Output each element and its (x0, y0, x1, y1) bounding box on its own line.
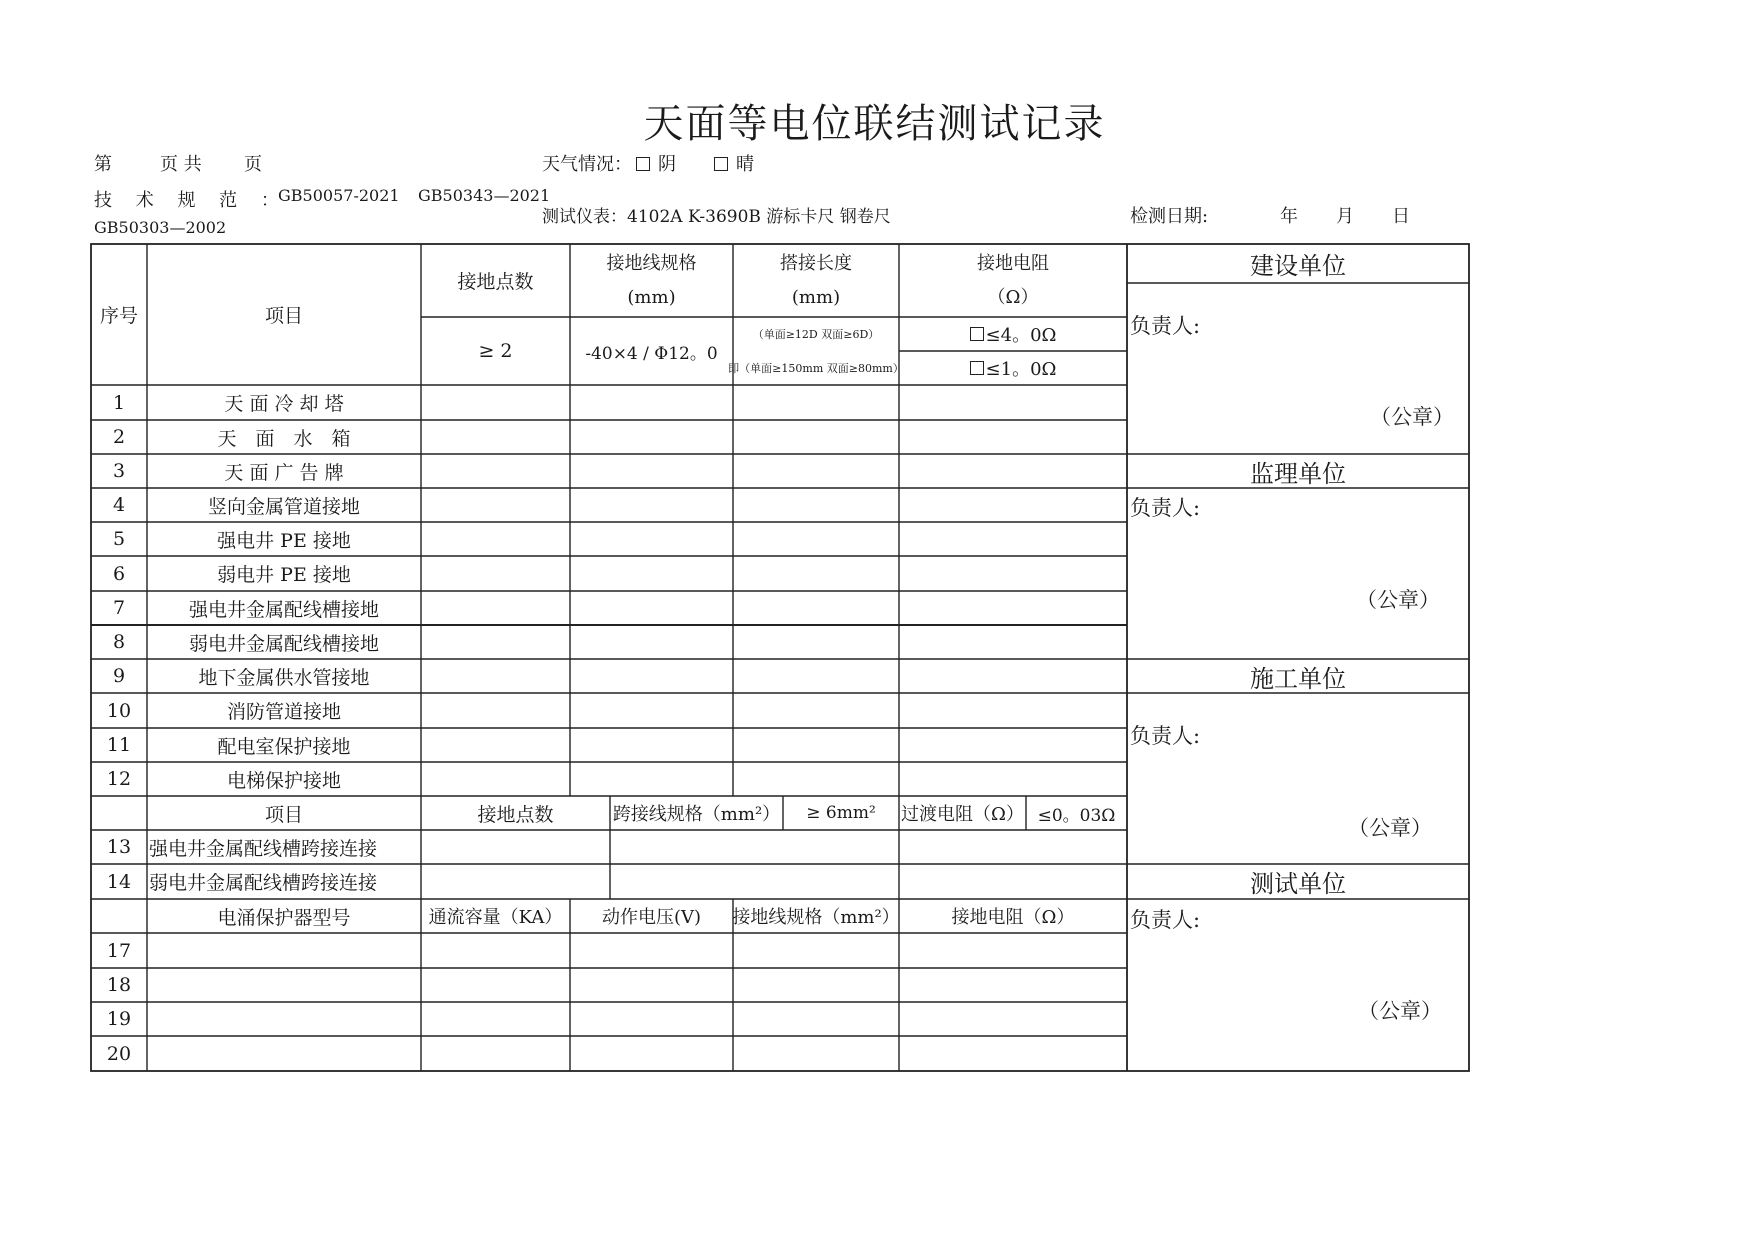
row-no: 17 (106, 939, 132, 962)
row-no: 13 (106, 836, 132, 858)
unit-supervise-seal: （公章） (1356, 588, 1440, 612)
weather-option-overcast: 阴 (658, 154, 676, 175)
header-item: 项目 (264, 305, 303, 327)
header-lap-length (733, 244, 899, 317)
transition-resistance-standard: ≤0。03Ω (1037, 805, 1116, 826)
date-month-label: 月 (1336, 206, 1354, 227)
row-no: 4 (112, 494, 126, 516)
row-no: 3 (112, 460, 126, 482)
row-item: 弱电井 PE 接地 (217, 564, 351, 586)
page-number-label-gong: 页 共 (160, 154, 202, 175)
surge-header-resistance: 接地电阻（Ω） (951, 907, 1075, 928)
std-ground-points: ≥ 2 (478, 340, 513, 362)
std-resistance-2 (899, 351, 1127, 385)
header-ground-resistance-name: 接地电阻 (977, 252, 1049, 274)
row-no: 9 (112, 665, 126, 687)
header-ground-resistance (899, 244, 1127, 317)
row-item: 电梯保护接地 (226, 769, 341, 792)
page-title: 天面等电位联结测试记录 (643, 101, 1106, 147)
std-lap-length-1: （单面≥12D 双面≥6D） (752, 328, 880, 341)
unit-test-seal: （公章） (1358, 999, 1442, 1023)
date-year-label: 年 (1280, 206, 1298, 227)
surge-header-wire: 接地线规格（mm²） (732, 907, 900, 928)
unit-construct-seal: （公章） (1348, 816, 1432, 840)
row-no: 2 (112, 426, 126, 448)
unit-build-seal: （公章） (1370, 405, 1454, 429)
surge-header-capacity: 通流容量（KA） (428, 907, 563, 928)
header-lap-length-unit: (mm) (791, 286, 841, 308)
spec-standard-1: GB50057-2021 (278, 186, 400, 205)
header-wire-spec (570, 244, 733, 317)
unit-build-person: 负责人: (1130, 314, 1201, 338)
resistance-checkbox-1[interactable] (970, 327, 984, 341)
row-no: 11 (106, 734, 132, 756)
row-item: 强电井金属配线槽接地 (188, 598, 379, 621)
row-no: 7 (112, 597, 126, 619)
spec-label: 技 术 规 范 ： (94, 190, 288, 211)
header-wire-spec-name: 接地线规格 (606, 252, 697, 274)
row-item: 配电室保护接地 (217, 735, 351, 758)
page-number-label-ye: 页 (244, 154, 262, 175)
jumper-header-spec: 跨接线规格（mm²） (612, 804, 781, 825)
std-lap-length-2: 即（单面≥150mm 双面≥80mm） (728, 362, 904, 375)
unit-construct-person: 负责人: (1130, 724, 1201, 748)
spec-standard-2: GB50343—2021 (418, 186, 551, 205)
row-item: 天 面 水 箱 (217, 427, 351, 450)
row-item: 强电井 PE 接地 (217, 529, 351, 552)
row-item: 强电井金属配线槽跨接连接 (149, 837, 378, 860)
row-item: 弱电井金属配线槽接地 (188, 632, 379, 655)
row-item: 地下金属供水管接地 (198, 666, 370, 689)
row-no: 19 (106, 1008, 132, 1030)
std-resistance-2-value: ≤1。0Ω (985, 359, 1057, 380)
unit-supervise-title: 监理单位 (1250, 459, 1346, 488)
row-no: 5 (112, 528, 126, 550)
header-seq: 序号 (99, 305, 138, 327)
unit-construct-title: 施工单位 (1250, 664, 1346, 693)
unit-test-person: 负责人: (1130, 908, 1201, 932)
row-no: 18 (106, 974, 132, 996)
row-item: 竖向金属管道接地 (207, 495, 360, 518)
std-resistance-1 (899, 317, 1127, 351)
unit-supervise-person: 负责人: (1130, 496, 1201, 520)
header-ground-resistance-unit: （Ω） (987, 286, 1039, 308)
unit-test-title: 测试单位 (1250, 870, 1346, 898)
surge-header-model: 电涌保护器型号 (217, 906, 351, 929)
row-no: 1 (112, 391, 126, 414)
row-no: 20 (106, 1042, 132, 1065)
jumper-header-points: 接地点数 (477, 803, 554, 826)
page-number-label-di: 第 (94, 154, 112, 175)
test-date-label: 检测日期: (1130, 206, 1209, 227)
date-day-label: 日 (1392, 206, 1410, 227)
row-no: 8 (112, 631, 126, 653)
std-resistance-1-value: ≤4。0Ω (985, 325, 1057, 346)
header-lap-length-name: 搭接长度 (780, 252, 852, 274)
row-item: 弱电井金属配线槽跨接连接 (149, 872, 378, 894)
jumper-spec-standard: ≥ 6mm² (806, 803, 876, 823)
weather-option-sunny: 晴 (736, 154, 754, 175)
transition-resistance-header: 过渡电阻（Ω） (901, 804, 1024, 825)
row-item: 天 面 广 告 牌 (224, 461, 344, 484)
unit-build-title: 建设单位 (1250, 252, 1346, 280)
instrument-info: 测试仪表：4102A K-3690B 游标卡尺 钢卷尺 (542, 207, 891, 227)
row-item: 消防管道接地 (226, 701, 341, 723)
std-wire-spec: -40×4 / Φ12。0 (585, 343, 718, 364)
header-ground-points: 接地点数 (457, 271, 534, 293)
spec-standard-3: GB50303—2002 (94, 218, 227, 237)
row-no: 10 (106, 699, 132, 722)
row-item: 天 面 冷 却 塔 (224, 393, 344, 415)
header-wire-spec-unit: (mm) (627, 286, 676, 308)
resistance-checkbox-2[interactable] (970, 361, 984, 375)
row-no: 6 (112, 562, 126, 585)
jumper-header-item: 项目 (264, 803, 303, 826)
weather-label: 天气情况： (542, 154, 632, 175)
surge-header-voltage: 动作电压(V) (601, 907, 702, 928)
row-no: 14 (106, 870, 132, 893)
row-no: 12 (106, 768, 132, 790)
